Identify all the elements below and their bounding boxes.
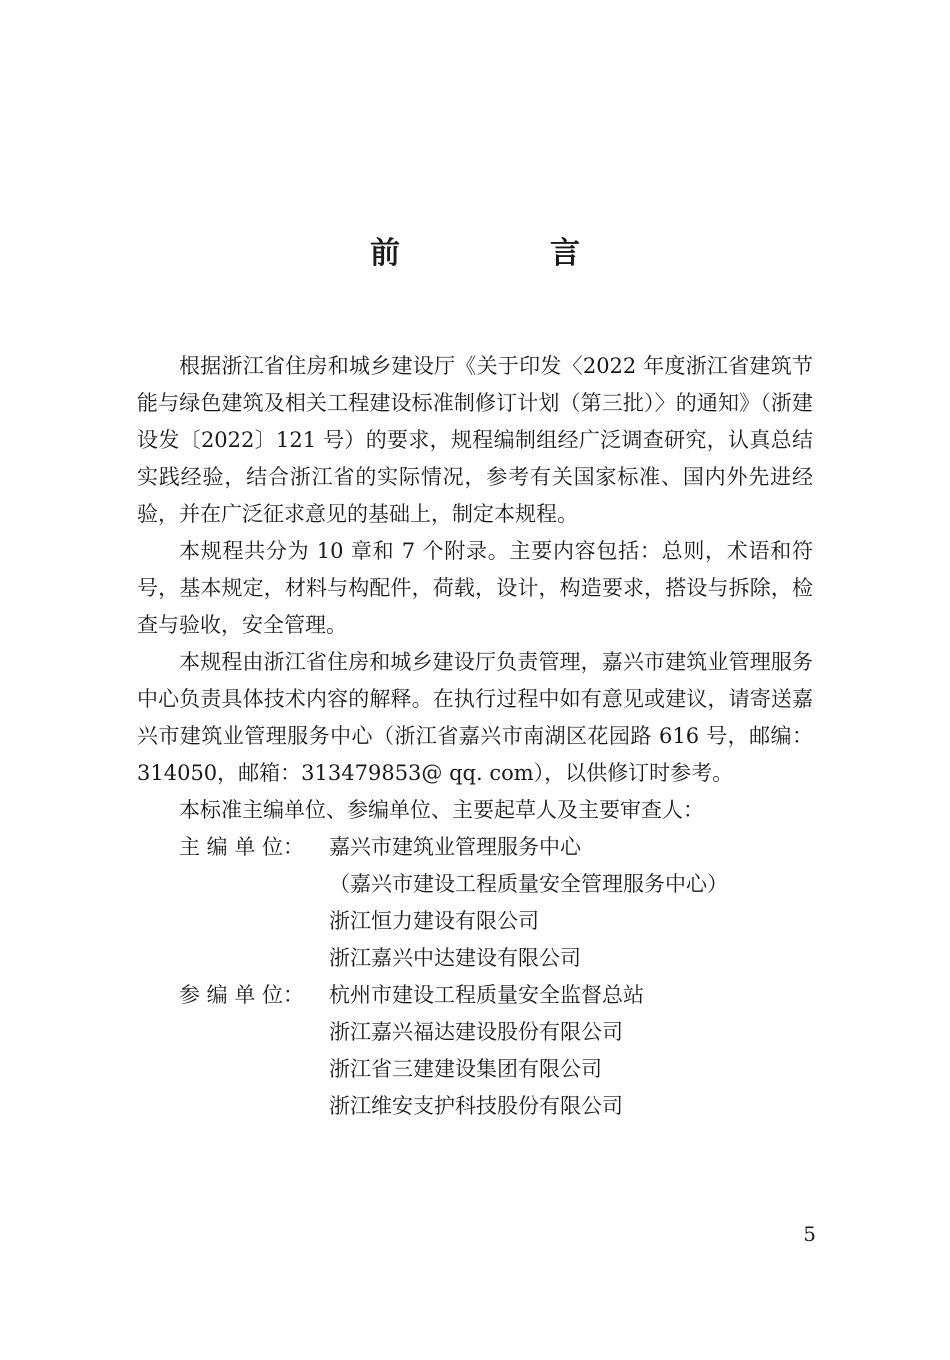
co-editors-block bbox=[137, 977, 813, 1125]
paragraph-1: 根据浙江省住房和城乡建设厅《关于印发〈2022 年度浙江省建筑节能与绿色建筑及相关工程建设标准制修订计划（第三批）〉的通知》（浙建设发〔2022〕121 号）的要求，规程编制组经广泛调查研究，认真总结实践经验，结合浙江省的实际情况，参考有关国家标准、国内外先进经验，并在广泛征求意见的基础上，制定本规程。 bbox=[137, 354, 813, 526]
chief-editor-org: （嘉兴市建设工程质量安全管理服务中心） bbox=[329, 872, 728, 896]
paragraph-2: 本规程共分为 10 章和 7 个附录。主要内容包括：总则，术语和符号，基本规定，材料与构配件，荷载，设计，构造要求，搭设与拆除，检查与验收，安全管理。 bbox=[137, 539, 813, 637]
orgs-intro: 本标准主编单位、参编单位、主要起草人及主要审查人： bbox=[179, 798, 704, 822]
co-editor-org: 浙江嘉兴福达建设股份有限公司 bbox=[329, 1020, 623, 1044]
co-editor-org: 浙江省三建建设集团有限公司 bbox=[329, 1057, 602, 1081]
chief-editor-block bbox=[137, 829, 813, 977]
page-title: 前 言 bbox=[370, 236, 640, 271]
preface-body bbox=[137, 348, 813, 1125]
page-number: 5 bbox=[803, 1222, 816, 1246]
co-editors-list bbox=[329, 977, 813, 1125]
co-editor-org: 浙江维安支护科技股份有限公司 bbox=[329, 1094, 623, 1118]
co-editor-org: 杭州市建设工程质量安全监督总站 bbox=[329, 983, 644, 1007]
chief-editor-label: 主 编 单 位： bbox=[179, 835, 305, 859]
chief-editor-org: 嘉兴市建筑业管理服务中心 bbox=[329, 835, 581, 859]
chief-editor-org: 浙江嘉兴中达建设有限公司 bbox=[329, 946, 581, 970]
co-editors-label: 参 编 单 位： bbox=[179, 983, 305, 1007]
paragraph-3: 本规程由浙江省住房和城乡建设厅负责管理，嘉兴市建筑业管理服务中心负责具体技术内容的解释。在执行过程中如有意见或建议，请寄送嘉兴市建筑业管理服务中心（浙江省嘉兴市南湖区花园路 616 号，邮编：314050，邮箱：313479853@ qq. com），以供修订时参考。 bbox=[137, 650, 813, 785]
chief-editor-org: 浙江恒力建设有限公司 bbox=[329, 909, 539, 933]
chief-editor-list bbox=[329, 829, 813, 977]
